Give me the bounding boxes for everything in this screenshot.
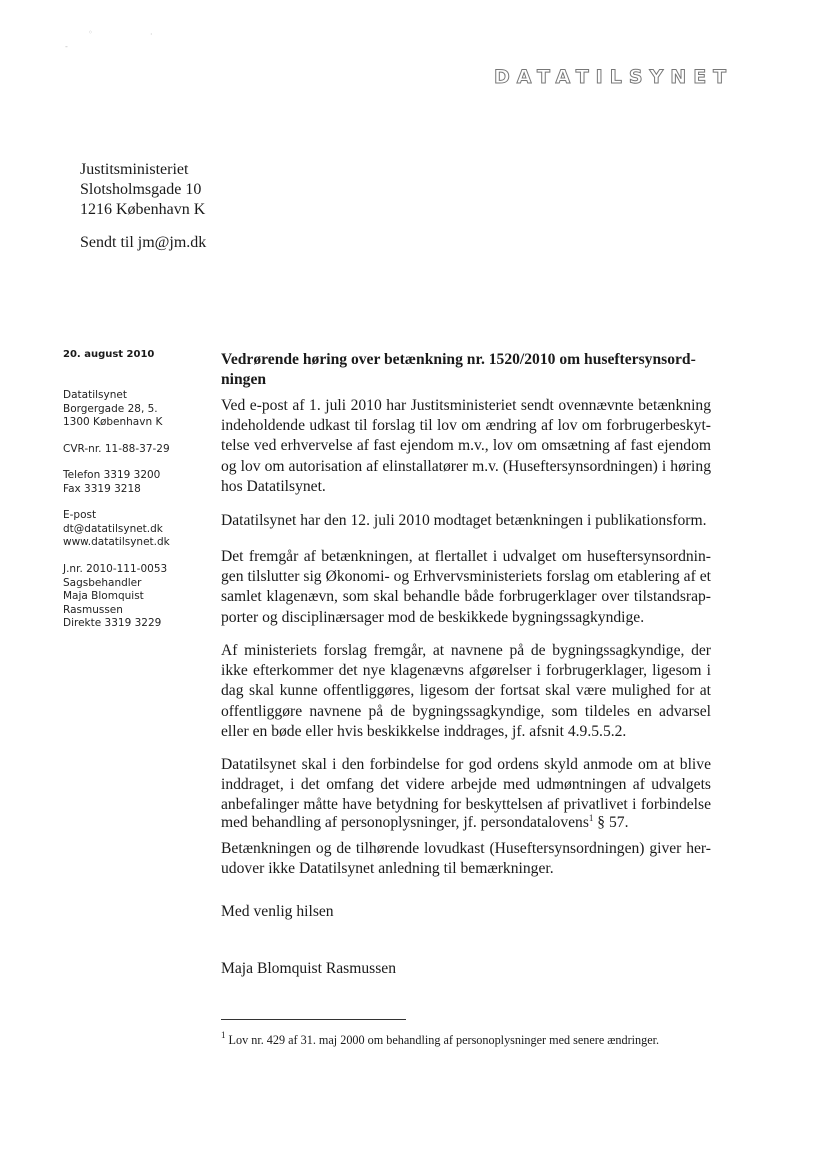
paragraph-line: Datatilsynet skal i den forbindelse for god ordens skyld anmode om at blive xyxy=(221,756,711,773)
recipient-address xyxy=(80,160,205,220)
paragraph-line: eller en bøde eller hvis beskikkelse inddrages, jf. afsnit 4.9.5.5.2. xyxy=(221,722,627,740)
paragraph-line: offentliggøre navnene på de bygningssagkyndige, som tildeles en advarsel xyxy=(221,702,711,720)
sender-line: 1300 København K xyxy=(63,416,163,428)
recipient-street: Slotsholmsgade 10 xyxy=(80,181,202,198)
paragraph-line: Datatilsynet har den 12. juli 2010 modtaget betænkningen i publikationsform. xyxy=(221,512,707,529)
paragraph-line: Ved e-post af 1. juli 2010 har Justitsministeriet sendt ovennævnte betænkning xyxy=(221,397,711,414)
paragraph-line: udover ikke Datatilsynet anledning til bemærkninger. xyxy=(221,860,554,878)
paragraph-line: porter og disciplinærsager mod de beskikkede bygningssagkyndige. xyxy=(221,608,645,626)
case-handler-label: Sagsbehandler xyxy=(63,576,142,589)
paragraph-last-line xyxy=(221,813,629,832)
phone: Telefon 3319 3200 xyxy=(63,469,161,481)
paragraph xyxy=(221,547,711,628)
case-handler-name: Maja Blomquist xyxy=(63,590,144,602)
paragraph xyxy=(221,396,711,497)
sender-line: Datatilsynet xyxy=(63,389,127,401)
direct-phone: Direkte 3319 3229 xyxy=(63,617,162,629)
paragraph-line: og lov om autorisation af elinstallatører m.v. (Huseftersynsordningen) i høring xyxy=(221,457,711,475)
website[interactable]: www.datatilsynet.dk xyxy=(63,536,170,548)
paragraph-line: Det fremgår af betænkningen, at flertallet i udvalget om huseftersynsordnin- xyxy=(221,548,711,565)
case-number: J.nr. 2010-111-0053 xyxy=(63,563,168,575)
paragraph-line: dag skal kunne offentliggøres, ligesom der fortsat skal være mulighed for at xyxy=(221,682,711,700)
paragraph-line: anbefalinger måtte have betydning for beskyttelsen af privatlivet i forbindelse xyxy=(221,796,711,814)
phone-block xyxy=(63,469,160,496)
subject-line: ningen xyxy=(221,371,267,388)
paragraph-line: Betænkningen og de tilhørende lovudkast (Huseftersynsordningen) giver her- xyxy=(221,840,711,857)
paragraph xyxy=(221,511,711,531)
paragraph-line: Af ministeriets forslag fremgår, at navnene på de bygningssagkyndige, der xyxy=(221,642,711,659)
text: § 57. xyxy=(593,814,629,831)
fax: Fax 3319 3218 xyxy=(63,482,141,495)
paragraph-line: indeholdende udkast til forslag til lov om ændring af lov om forbrugerbeskyt- xyxy=(221,417,711,435)
sent-to: Sendt til jm@jm.dk xyxy=(80,234,207,251)
paragraph xyxy=(221,839,711,879)
case-block xyxy=(63,563,167,631)
recipient-city: 1216 København K xyxy=(80,201,206,218)
letter-subject xyxy=(221,350,711,390)
paragraph-line: ikke efterkommer det nye klagenævns afgørelser i forbrugerklager, ligesom i xyxy=(221,662,711,680)
text: med behandling af personoplysninger, jf. persondatalovens xyxy=(221,814,589,831)
sender-address xyxy=(63,389,162,430)
email-address[interactable]: dt@datatilsynet.dk xyxy=(63,522,163,535)
paragraph-line: hos Datatilsynet. xyxy=(221,477,326,495)
paragraph xyxy=(221,755,711,816)
case-handler-name: Rasmussen xyxy=(63,603,123,616)
sender-line: Borgergade 28, 5. xyxy=(63,402,158,415)
recipient-name: Justitsministeriet xyxy=(80,161,189,178)
scan-mark: · xyxy=(150,30,153,39)
scan-mark: - xyxy=(65,42,68,51)
scan-mark: ◦ xyxy=(88,28,93,37)
footnote-number: 1 xyxy=(221,1030,226,1040)
paragraph-line: inddraget, i det omfang det videre arbejde med udmøntningen af udvalgets xyxy=(221,776,711,794)
letter-date: 20. august 2010 xyxy=(63,349,155,360)
signature: Maja Blomquist Rasmussen xyxy=(221,960,396,977)
footnote-text: Lov nr. 429 af 31. maj 2000 om behandling af personoplysninger med senere ændringer. xyxy=(228,1033,660,1047)
paragraph-line: samlet klagenævn, som skal behandle både forbrugerklager over tilstandsrap- xyxy=(221,588,711,606)
subject-line: Vedrørende høring over betænkning nr. 1520/2010 om huseftersynsord- xyxy=(221,351,696,368)
datatilsynet-logo: DATATILSYNET xyxy=(494,66,734,88)
paragraph-line: gen tilslutter sig Økonomi- og Erhvervsministeriets forslag om etablering af et xyxy=(221,568,711,586)
email-block xyxy=(63,509,170,550)
footnote-divider xyxy=(221,1019,406,1020)
footnote xyxy=(221,1030,659,1048)
cvr-number: CVR-nr. 11-88-37-29 xyxy=(63,443,170,455)
paragraph-line: telse ved erhvervelse af fast ejendom m.v., lov om omsætning af fast ejendom xyxy=(221,437,711,455)
paragraph xyxy=(221,641,711,742)
email-label: E-post xyxy=(63,509,97,521)
closing: Med venlig hilsen xyxy=(221,903,334,920)
footnote-ref: 1 xyxy=(588,813,594,823)
